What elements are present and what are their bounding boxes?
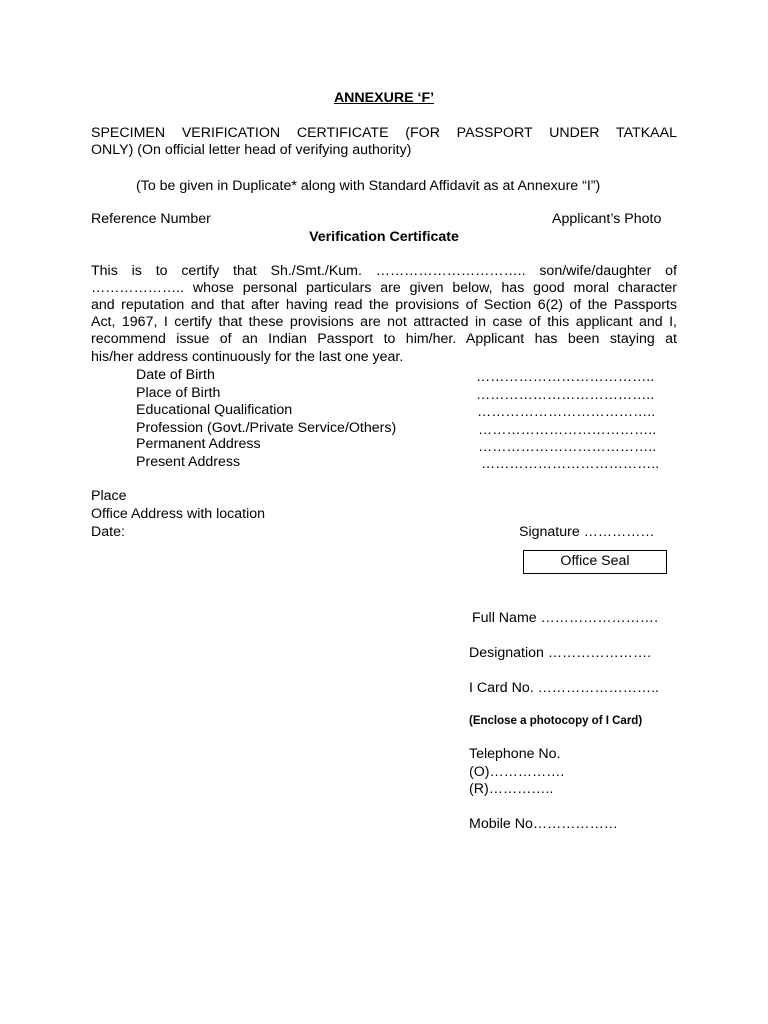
telephone-office: (O)…………….	[469, 764, 565, 780]
mobile-no-label: Mobile No………………	[469, 816, 618, 832]
particular-dots: ………………………………..	[481, 456, 660, 472]
place-label: Place	[91, 488, 127, 504]
particular-label: Place of Birth	[136, 385, 221, 401]
heading-line-1: SPECIMEN VERIFICATION CERTIFICATE (FOR PASSPORT UNDER TATKAAL	[91, 125, 677, 141]
body-line: recommend issue of an Indian Passport to him/her. Applicant has been staying at	[91, 331, 677, 347]
particular-dots: ………………………………..	[476, 369, 655, 385]
body-line: his/her address continuously for the last one year.	[91, 349, 404, 365]
annexure-title: ANNEXURE ‘F’	[333, 90, 435, 106]
particular-label: Profession (Govt./Private Service/Others)	[136, 420, 397, 436]
icard-no-label: I Card No. ……………………..	[469, 680, 659, 696]
particular-dots: ………………………………..	[476, 387, 655, 403]
office-seal-label: Office Seal	[560, 553, 630, 569]
body-line: Act, 1967, I certify that these provisions are not attracted in case of this applicant and I,	[91, 314, 677, 330]
applicants-photo-label: Applicant’s Photo	[552, 211, 662, 227]
reference-number-label: Reference Number	[91, 211, 211, 227]
designation-label: Designation ………………….	[469, 645, 652, 661]
body-line: ……………….. whose personal particulars are given below, has good moral character	[91, 280, 677, 296]
enclose-note: (Enclose a photocopy of I Card)	[469, 715, 643, 727]
telephone-residence: (R)…………..	[469, 781, 554, 797]
body-line: This is to certify that Sh./Smt./Kum. ………………………….. son/wife/daughter of	[91, 263, 677, 279]
full-name-label: Full Name …………………….	[472, 610, 659, 626]
particular-label: Permanent Address	[136, 436, 261, 452]
office-address-label: Office Address with location	[91, 506, 266, 522]
particular-label: Present Address	[136, 454, 241, 470]
body-line: and reputation and that after having read the provisions of Section 6(2) of the Passports	[91, 297, 677, 313]
particular-dots: ………………………………..	[477, 404, 656, 420]
date-label: Date:	[91, 524, 125, 540]
certificate-title: Verification Certificate	[309, 229, 459, 245]
particular-label: Date of Birth	[136, 367, 215, 383]
telephone-label: Telephone No.	[469, 746, 561, 762]
heading-line-2: ONLY) (On official letter head of verifying authority)	[91, 142, 412, 158]
signature-label: Signature ……………	[519, 524, 655, 540]
particular-dots: ………………………………..	[478, 439, 657, 455]
particular-dots: ………………………………..	[478, 422, 657, 438]
duplicate-note: (To be given in Duplicate* along with Standard Affidavit as at Annexure “I”)	[136, 178, 601, 194]
particular-label: Educational Qualification	[136, 402, 293, 418]
office-seal-box	[523, 550, 667, 574]
